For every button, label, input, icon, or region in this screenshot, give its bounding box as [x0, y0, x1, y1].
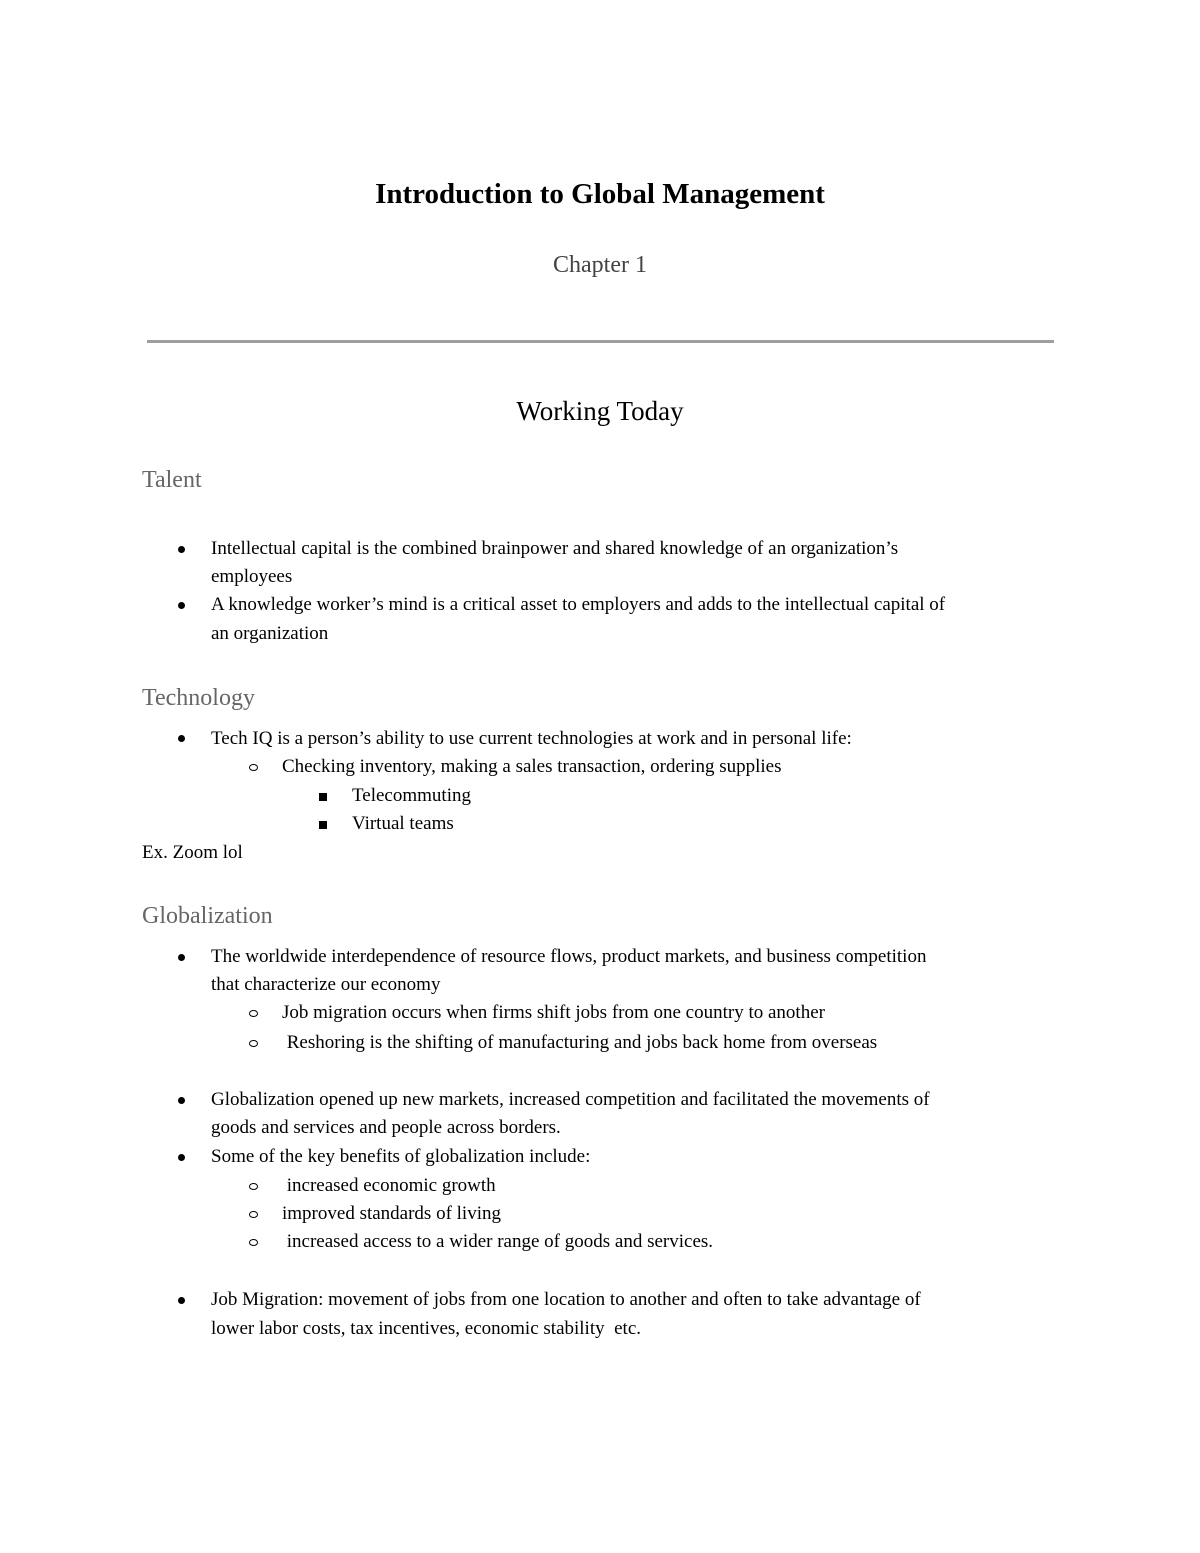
- bullet-circle-icon: [249, 764, 258, 771]
- benefit-item-2: improved standards of living: [282, 1203, 501, 1224]
- globalization-heading: Globalization: [142, 903, 273, 929]
- technology-sub-item: Checking inventory, making a sales transaction, ordering supplies: [282, 756, 782, 777]
- bullet-circle-icon: [249, 1211, 258, 1218]
- technology-bullet-1: Tech IQ is a person’s ability to use current technologies at work and in personal life:: [211, 728, 852, 749]
- bullet-square-icon: [319, 793, 327, 801]
- bullet-disc-icon: [178, 1297, 185, 1304]
- benefit-item-3: increased access to a wider range of goods and services.: [282, 1231, 714, 1252]
- technology-subsub-item-2: Virtual teams: [352, 813, 454, 834]
- document-title: Introduction to Global Management: [375, 178, 825, 210]
- globalization-bullet-1-line-1: The worldwide interdependence of resource flows, product markets, and business competition: [211, 946, 927, 967]
- benefit-item-1: increased economic growth: [282, 1175, 496, 1196]
- globalization-bullet-4-line-1: Job Migration: movement of jobs from one location to another and often to take advantage of: [211, 1289, 921, 1310]
- bullet-disc-icon: [178, 735, 185, 742]
- globalization-sub-item-2: Reshoring is the shifting of manufacturing and jobs back home from overseas: [282, 1032, 878, 1053]
- globalization-bullet-1-line-2: that characterize our economy: [211, 974, 441, 995]
- globalization-bullet-2-line-2: goods and services and people across borders.: [211, 1117, 561, 1138]
- technology-subsub-item-1: Telecommuting: [352, 785, 471, 806]
- bullet-circle-icon: [249, 1040, 258, 1047]
- globalization-bullet-4-line-2: lower labor costs, tax incentives, economic stability etc.: [211, 1318, 642, 1339]
- horizontal-divider: [147, 340, 1054, 343]
- talent-heading: Talent: [142, 467, 202, 493]
- bullet-square-icon: [319, 821, 327, 829]
- bullet-circle-icon: [249, 1010, 258, 1017]
- globalization-bullet-2-line-1: Globalization opened up new markets, increased competition and facilitated the movements of: [211, 1089, 930, 1110]
- technology-heading: Technology: [142, 685, 255, 711]
- bullet-circle-icon: [249, 1183, 258, 1190]
- section-heading: Working Today: [516, 396, 684, 426]
- bullet-disc-icon: [178, 1154, 185, 1161]
- talent-bullet-1-line-1: Intellectual capital is the combined brainpower and shared knowledge of an organization’s: [211, 538, 899, 559]
- talent-bullet-1-line-2: employees: [211, 566, 293, 587]
- bullet-disc-icon: [178, 602, 185, 609]
- talent-bullet-2-line-2: an organization: [211, 623, 329, 644]
- talent-bullet-2-line-1: A knowledge worker’s mind is a critical asset to employers and adds to the intellectual capital of: [211, 594, 946, 615]
- globalization-sub-item-1: Job migration occurs when firms shift jobs from one country to another: [282, 1002, 825, 1023]
- technology-example: Ex. Zoom lol: [142, 842, 243, 863]
- bullet-disc-icon: [178, 954, 185, 961]
- bullet-disc-icon: [178, 1097, 185, 1104]
- chapter-label: Chapter 1: [553, 252, 647, 278]
- bullet-circle-icon: [249, 1239, 258, 1246]
- globalization-bullet-3: Some of the key benefits of globalization include:: [211, 1146, 591, 1167]
- bullet-disc-icon: [178, 546, 185, 553]
